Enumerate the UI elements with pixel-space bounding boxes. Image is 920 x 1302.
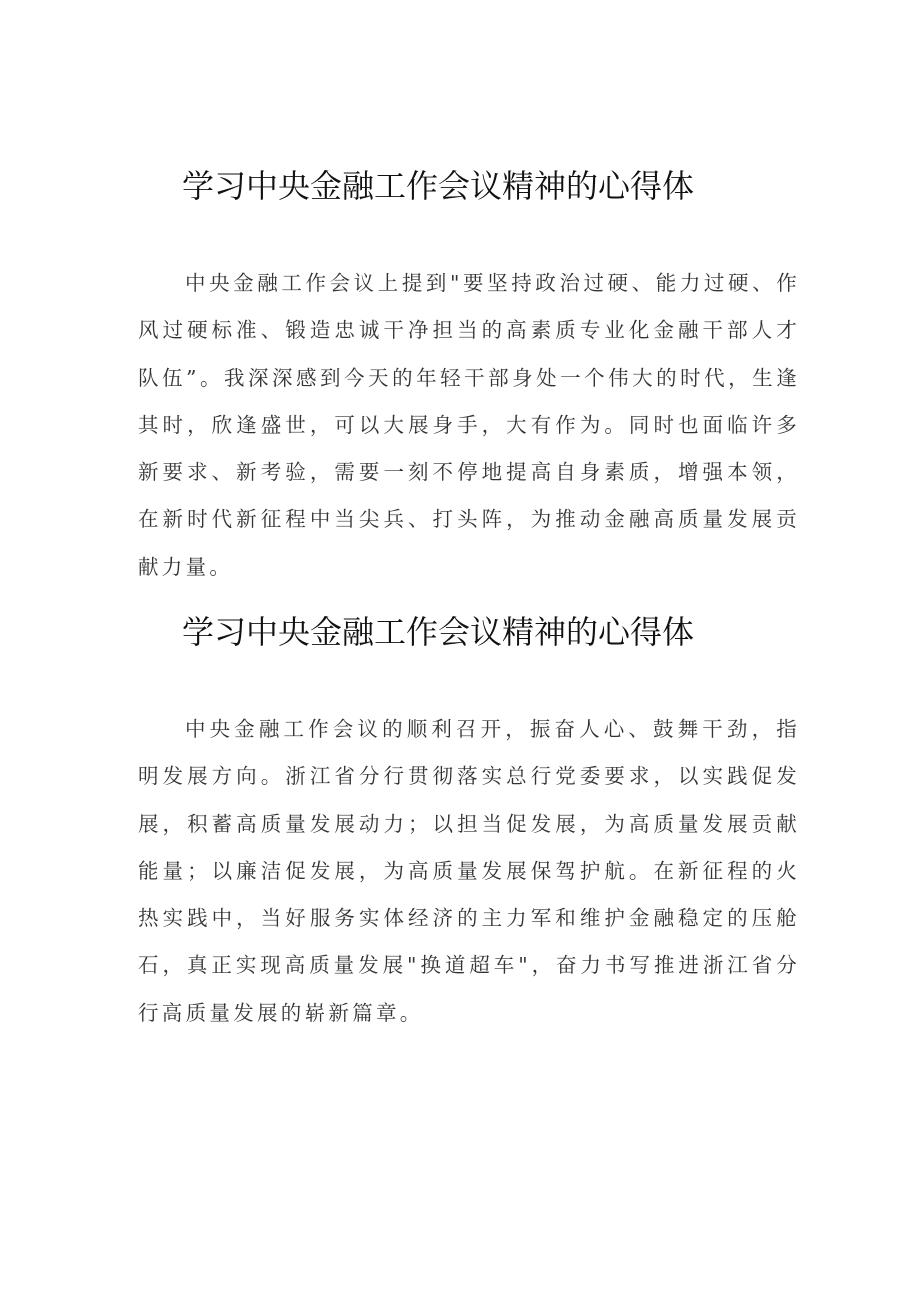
section-title: 学习中央金融工作会议精神的心得体: [182, 613, 695, 651]
section-paragraph: 中央金融工作会议的顺利召开，振奋人心、鼓舞干劲，指明发展方向。浙江省分行贯彻落实总行党委要求，以实践促发展，积蓄高质量发展动力；以担当促发展，为高质量发展贡献能量；以廉洁促发展，为高质量发展保驾护航。在新征程的火热实践中，当好服务实体经济的主力军和维护金融稳定的压舱石，真正实现高质量发展"换道超车"，奋力书写推进浙江省分行高质量发展的崭新篇章。: [138, 717, 800, 1025]
section-paragraph: 中央金融工作会议上提到"要坚持政治过硬、能力过硬、作风过硬标准、锻造忠诚干净担当的高素质专业化金融干部人才队伍”。我深深感到今天的年轻干部身处一个伟大的时代，生逢其时，欣逢盛世，可以大展身手，大有作为。同时也面临许多新要求、新考验，需要一刻不停地提高自身素质，增强本领，在新时代新征程中当尖兵、打头阵，为推动金融高质量发展贡献力量。: [138, 271, 800, 579]
section-title: 学习中央金融工作会议精神的心得体: [182, 167, 695, 205]
